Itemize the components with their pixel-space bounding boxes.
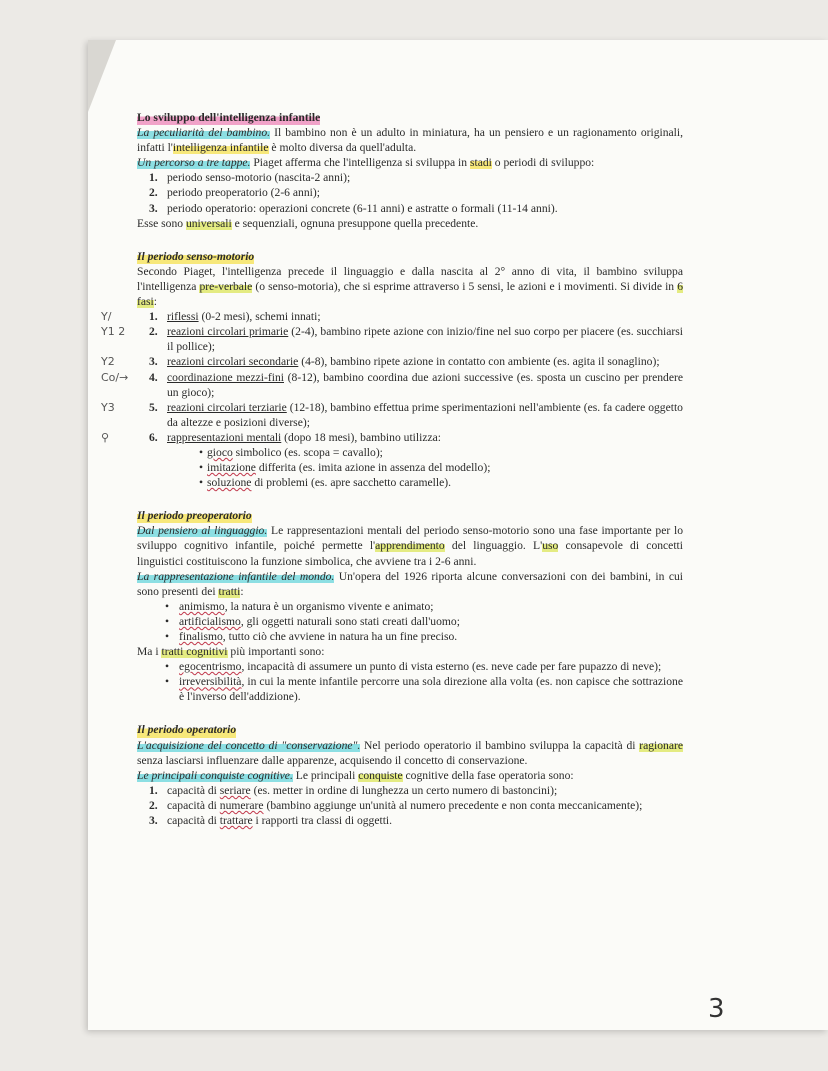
sublist xyxy=(137,445,683,490)
list-item: 2. periodo preoperatorio (2-6 anni); xyxy=(149,186,320,200)
paragraph: Le principali conquiste cognitive. Le principali conquiste cognitive della fase operatoria sono: xyxy=(137,768,574,782)
highlight: uso xyxy=(542,539,559,553)
list-item: • soluzione di problemi (es. apre sacchetto caramelle). xyxy=(137,475,683,490)
handwritten-note: Co/→ xyxy=(101,370,129,384)
list-item: ⚲ 6. rappresentazioni mentali (dopo 18 mesi), bambino utilizza: xyxy=(101,430,441,444)
page-number: 3 xyxy=(708,994,725,1024)
paragraph: La peculiarità del bambino. Il bambino non è un adulto in miniatura, ha un pensiero e un ragionamento originali, infatti l'intelligenza infantile è molto diversa da quell'adulta. xyxy=(137,126,683,155)
list-item: Y1 2 2. reazioni circolari primarie (2-4), bambino ripete azione con inizio/fine nel suo corpo per piacere (es. succhiarsi il pollice); xyxy=(101,325,683,354)
highlight: pre-verbale xyxy=(199,279,253,293)
list-item: 3. periodo operatorio: operazioni concrete (6-11 anni) e astratte o formali (11-14 anni). xyxy=(149,201,558,215)
list-item: • egocentrismo, incapacità di assumere un punto di vista esterno (es. neve cade per fare pupazzo di neve); xyxy=(137,659,683,674)
traits-list xyxy=(137,599,683,644)
stages-list xyxy=(137,170,683,215)
paragraph: L'acquisizione del concetto di "conservazione". Nel periodo operatorio il bambino sviluppa la capacità di ragionare senza lasciarsi influenzare dalle apparenze, acquisendo il concetto di conservazione. xyxy=(137,738,683,767)
paragraph-label: La peculiarità del bambino. xyxy=(137,126,271,140)
phases-list xyxy=(101,309,683,445)
list-item: • finalismo, tutto ciò che avviene in natura ha un fine preciso. xyxy=(137,629,683,644)
section-title: Il periodo operatorio xyxy=(137,723,237,737)
list-item: Y/ 1. riflessi (0-2 mesi), schemi innati; xyxy=(101,310,321,324)
paragraph-label: Le principali conquiste cognitive. xyxy=(137,768,293,782)
paragraph: Ma i tratti cognitivi più importanti sono: xyxy=(137,645,325,659)
list-item: • animismo, la natura è un organismo vivente e animato; xyxy=(137,599,683,614)
section-title: Lo sviluppo dell'intelligenza infantile xyxy=(137,111,321,124)
highlight: ragionare xyxy=(639,738,683,752)
paragraph: Dal pensiero al linguaggio. Le rappresentazioni mentali del periodo senso-motorio sono una fase importante per lo sviluppo cognitivo infantile, poiché permette l'apprendimento del linguaggio. L'uso consapevole di concetti linguistici costituiscono la funzione simbolica, che avviene tra i 2-6 anni. xyxy=(137,524,683,568)
paragraph: Esse sono universali e sequenziali, ognuna presuppone quella precedente. xyxy=(137,216,479,230)
list-item: 1. capacità di seriare (es. metter in ordine di lunghezza un certo numero di bastoncini); xyxy=(149,783,558,797)
section-title: Il periodo senso-motorio xyxy=(137,249,255,263)
paragraph: Secondo Piaget, l'intelligenza precede il linguaggio e dalla nascita al 2° anno di vita, il bambino sviluppa l'intelligenza pre-verbale (o senso-motoria), che si esprime attraverso i 5 sensi, le azioni e i movimenti. Si divide in 6 fasi: xyxy=(137,264,683,309)
paragraph: Un percorso a tre tappe. Piaget afferma che l'intelligenza si sviluppa in stadi o periodi di sviluppo: xyxy=(137,156,595,170)
page-corner-fold xyxy=(88,40,116,112)
highlight: universali xyxy=(185,216,232,230)
list-item: Y3 5. reazioni circolari terziarie (12-18), bambino effettua prime sperimentazioni nell'ambiente (es. fa cadere oggetto da altezze e posizioni diverse); xyxy=(101,400,683,429)
highlight: conquiste xyxy=(358,768,403,782)
handwritten-note: Y/ xyxy=(101,310,112,324)
document-body xyxy=(101,110,683,828)
list-item: • artificialismo, gli oggetti naturali sono stati creati dall'uomo; xyxy=(137,614,683,629)
paragraph: La rappresentazione infantile del mondo. Un'opera del 1926 riporta alcune conversazioni con dei bambini, in cui sono presenti dei tratti: xyxy=(137,569,683,598)
highlight: tratti xyxy=(218,584,241,598)
list-item: • gioco simbolico (es. scopa = cavallo); xyxy=(137,445,683,460)
highlight: stadi xyxy=(469,156,492,170)
paragraph-label: La rappresentazione infantile del mondo. xyxy=(137,569,335,583)
handwritten-note: ⚲ xyxy=(101,430,110,444)
list-item: • imitazione differita (es. imita azione in assenza del modello); xyxy=(137,460,683,475)
paragraph-label: L'acquisizione del concetto di "conservazione". xyxy=(137,738,361,752)
handwritten-note: Y1 2 xyxy=(101,325,126,339)
section-title: Il periodo preoperatorio xyxy=(137,509,252,523)
list-item: Co/→ 4. coordinazione mezzi-fini (8-12), bambino coordina due azioni successive (es. sposta un cuscino per prendere un gioco); xyxy=(101,370,683,399)
list-item: • irreversibilità, in cui la mente infantile percorre una sola direzione alla volta (es. non capisce che sottrazione è l'inverso dell'addizione). xyxy=(137,674,683,704)
paragraph-label: Un percorso a tre tappe. xyxy=(137,156,251,170)
paragraph-label: Dal pensiero al linguaggio. xyxy=(137,524,268,538)
handwritten-note: Y3 xyxy=(101,400,115,414)
highlight: tratti cognitivi xyxy=(161,645,228,659)
conquests-list xyxy=(137,783,683,828)
highlight: 6 fasi xyxy=(137,279,683,309)
list-item: 3. capacità di trattare i rapporti tra classi di oggetti. xyxy=(149,814,393,828)
list-item: Y2 3. reazioni circolari secondarie (4-8), bambino ripete azione in contatto con ambiente (es. agita il sonaglino); xyxy=(101,355,660,369)
highlight: intelligenza infantile xyxy=(172,141,269,155)
highlight: apprendimento xyxy=(375,539,445,553)
list-item: 1. periodo senso-motorio (nascita-2 anni); xyxy=(149,171,351,185)
list-item: 2. capacità di numerare (bambino aggiunge un'unità al numero precedente e non conta meccanicamente); xyxy=(149,798,643,812)
cognitive-traits-list xyxy=(137,659,683,704)
handwritten-note: Y2 xyxy=(101,355,115,369)
